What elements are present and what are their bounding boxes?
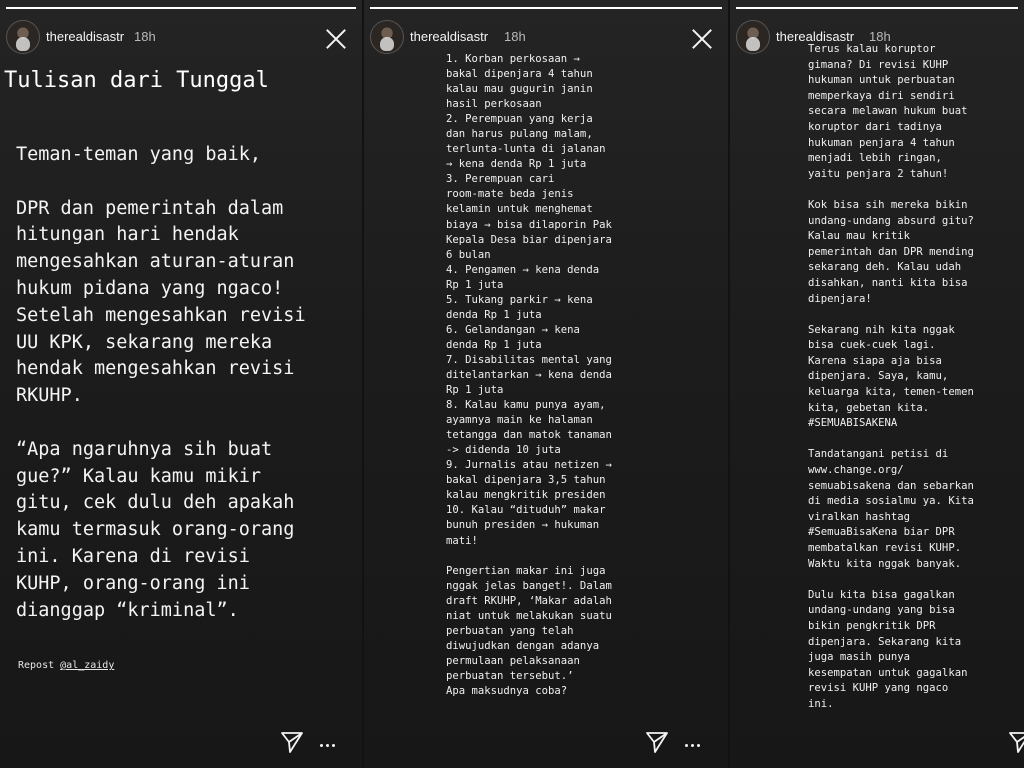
username[interactable]: therealdisastr [46,29,125,44]
username[interactable]: therealdisastr [776,29,855,44]
story-text: Terus kalau koruptor gimana? Di revisi KUHP hukuman untuk perbuatan memperkaya diri sendiri secara melawan hukum buat koruptor dari tadinya hukuman penjara 4 tahun menjadi lebih ringan, yaitu penjara 2 tahun! Kok bisa sih mereka bikin undang-undang absurd gitu? Kalau mau kritik pemerintah dan DPR mending sekarang deh. Kalau udah disahkan, nanti kita bisa dipenjara! Sekarang nih kita nggak bisa cuek-cuek lagi. Karena siapa aja bisa dipenjara. Saya, kamu, keluarga kita, temen-temen kita, gebetan kita. #SEMUABISAKENA Tandatangani petisi di www.change.org/ semuabisakena dan sebarkan di media sosialmu ya. Kita viralkan hashtag #SemuaBisaKena biar DPR membatalkan revisi KUHP. Waktu kita nggak banyak. Dulu kita bisa gagalkan undang-undang yang bisa bikin pengkritik DPR dipenjara. Sekarang kita juga masih punya kesempatan untuk gagalkan revisi KUHP yang ngaco ini. [808,43,974,710]
story-text: Teman-teman yang baik, DPR dan pemerintah dalam hitungan hari hendak mengesahkan aturan-aturan hukum pidana yang ngaco! Setelah mengesahkan revisi UU KPK, sekarang mereka hendak mengesahkan revisi RKUHP. “Apa ngaruhnya sih buat gue?” Kalau kamu mikir gitu, cek dulu deh apakah kamu termasuk orang-orang ini. Karena di revisi KUHP, orang-orang ini dianggap “kriminal”. [16,144,306,621]
post-time: 18h [134,29,156,44]
post-time: 18h [869,29,891,44]
story-header [6,20,356,58]
story-progress-bar [736,7,1018,9]
story-panel-2[interactable] [364,0,728,768]
close-icon[interactable] [324,26,348,50]
story-progress-bar [6,7,356,9]
username[interactable]: therealdisastr [410,29,489,44]
avatar[interactable] [370,20,404,54]
avatar[interactable] [6,20,40,54]
story-progress-bar [370,7,722,9]
repost-label: Repost [18,660,61,671]
story-panel-1[interactable] [0,0,362,768]
story-text: 1. Korban perkosaan → bakal dipenjara 4 tahun kalau mau gugurin janin hasil perkosaan 2. Perempuan yang kerja dan harus pulang malam, terlunta-lunta di jalanan → kena denda Rp 1 juta 3. Perempuan cari room-mate beda jenis kelamin untuk menghemat biaya → bisa dilaporin Pak Kepala Desa biar dipenjara 6 bulan 4. Pengamen → kena denda Rp 1 juta 5. Tukang parkir → kena denda Rp 1 juta 6. Gelandangan → kena denda Rp 1 juta 7. Disabilitas mental yang ditelantarkan → kena denda Rp 1 juta 8. Kalau kamu punya ayam, ayamnya main ke halaman tetangga dan matok tanaman -> didenda 10 juta 9. Jurnalis atau netizen → bakal dipenjara 3,5 tahun kalau mengkritik presiden 10. Kalau “dituduh” makar bunuh presiden → hukuman mati! Pengertian makar ini juga nggak jelas banget!. Dalam draft RKUHP, ‘Makar adalah niat untuk melakukan suatu perbuatan yang telah diwujudkan dengan adanya permulaan pelaksanaan perbuatan tersebut.’ Apa maksudnya coba? [446,53,612,697]
repost-handle-link[interactable]: @al_zaidy [60,660,115,671]
repost-credit [18,660,114,671]
story-progress-fill [6,7,356,9]
close-icon[interactable] [690,26,714,50]
story-title: Tulisan dari Tunggal [4,68,269,93]
story-panel-3[interactable] [730,0,1024,768]
send-icon[interactable] [1008,730,1024,754]
send-icon[interactable] [280,730,304,754]
avatar[interactable] [736,20,770,54]
send-icon[interactable] [645,730,669,754]
story-progress-fill [736,7,1018,9]
post-time: 18h [504,29,526,44]
more-icon[interactable] [685,742,703,750]
more-icon[interactable] [320,742,338,750]
story-progress-fill [370,7,722,9]
